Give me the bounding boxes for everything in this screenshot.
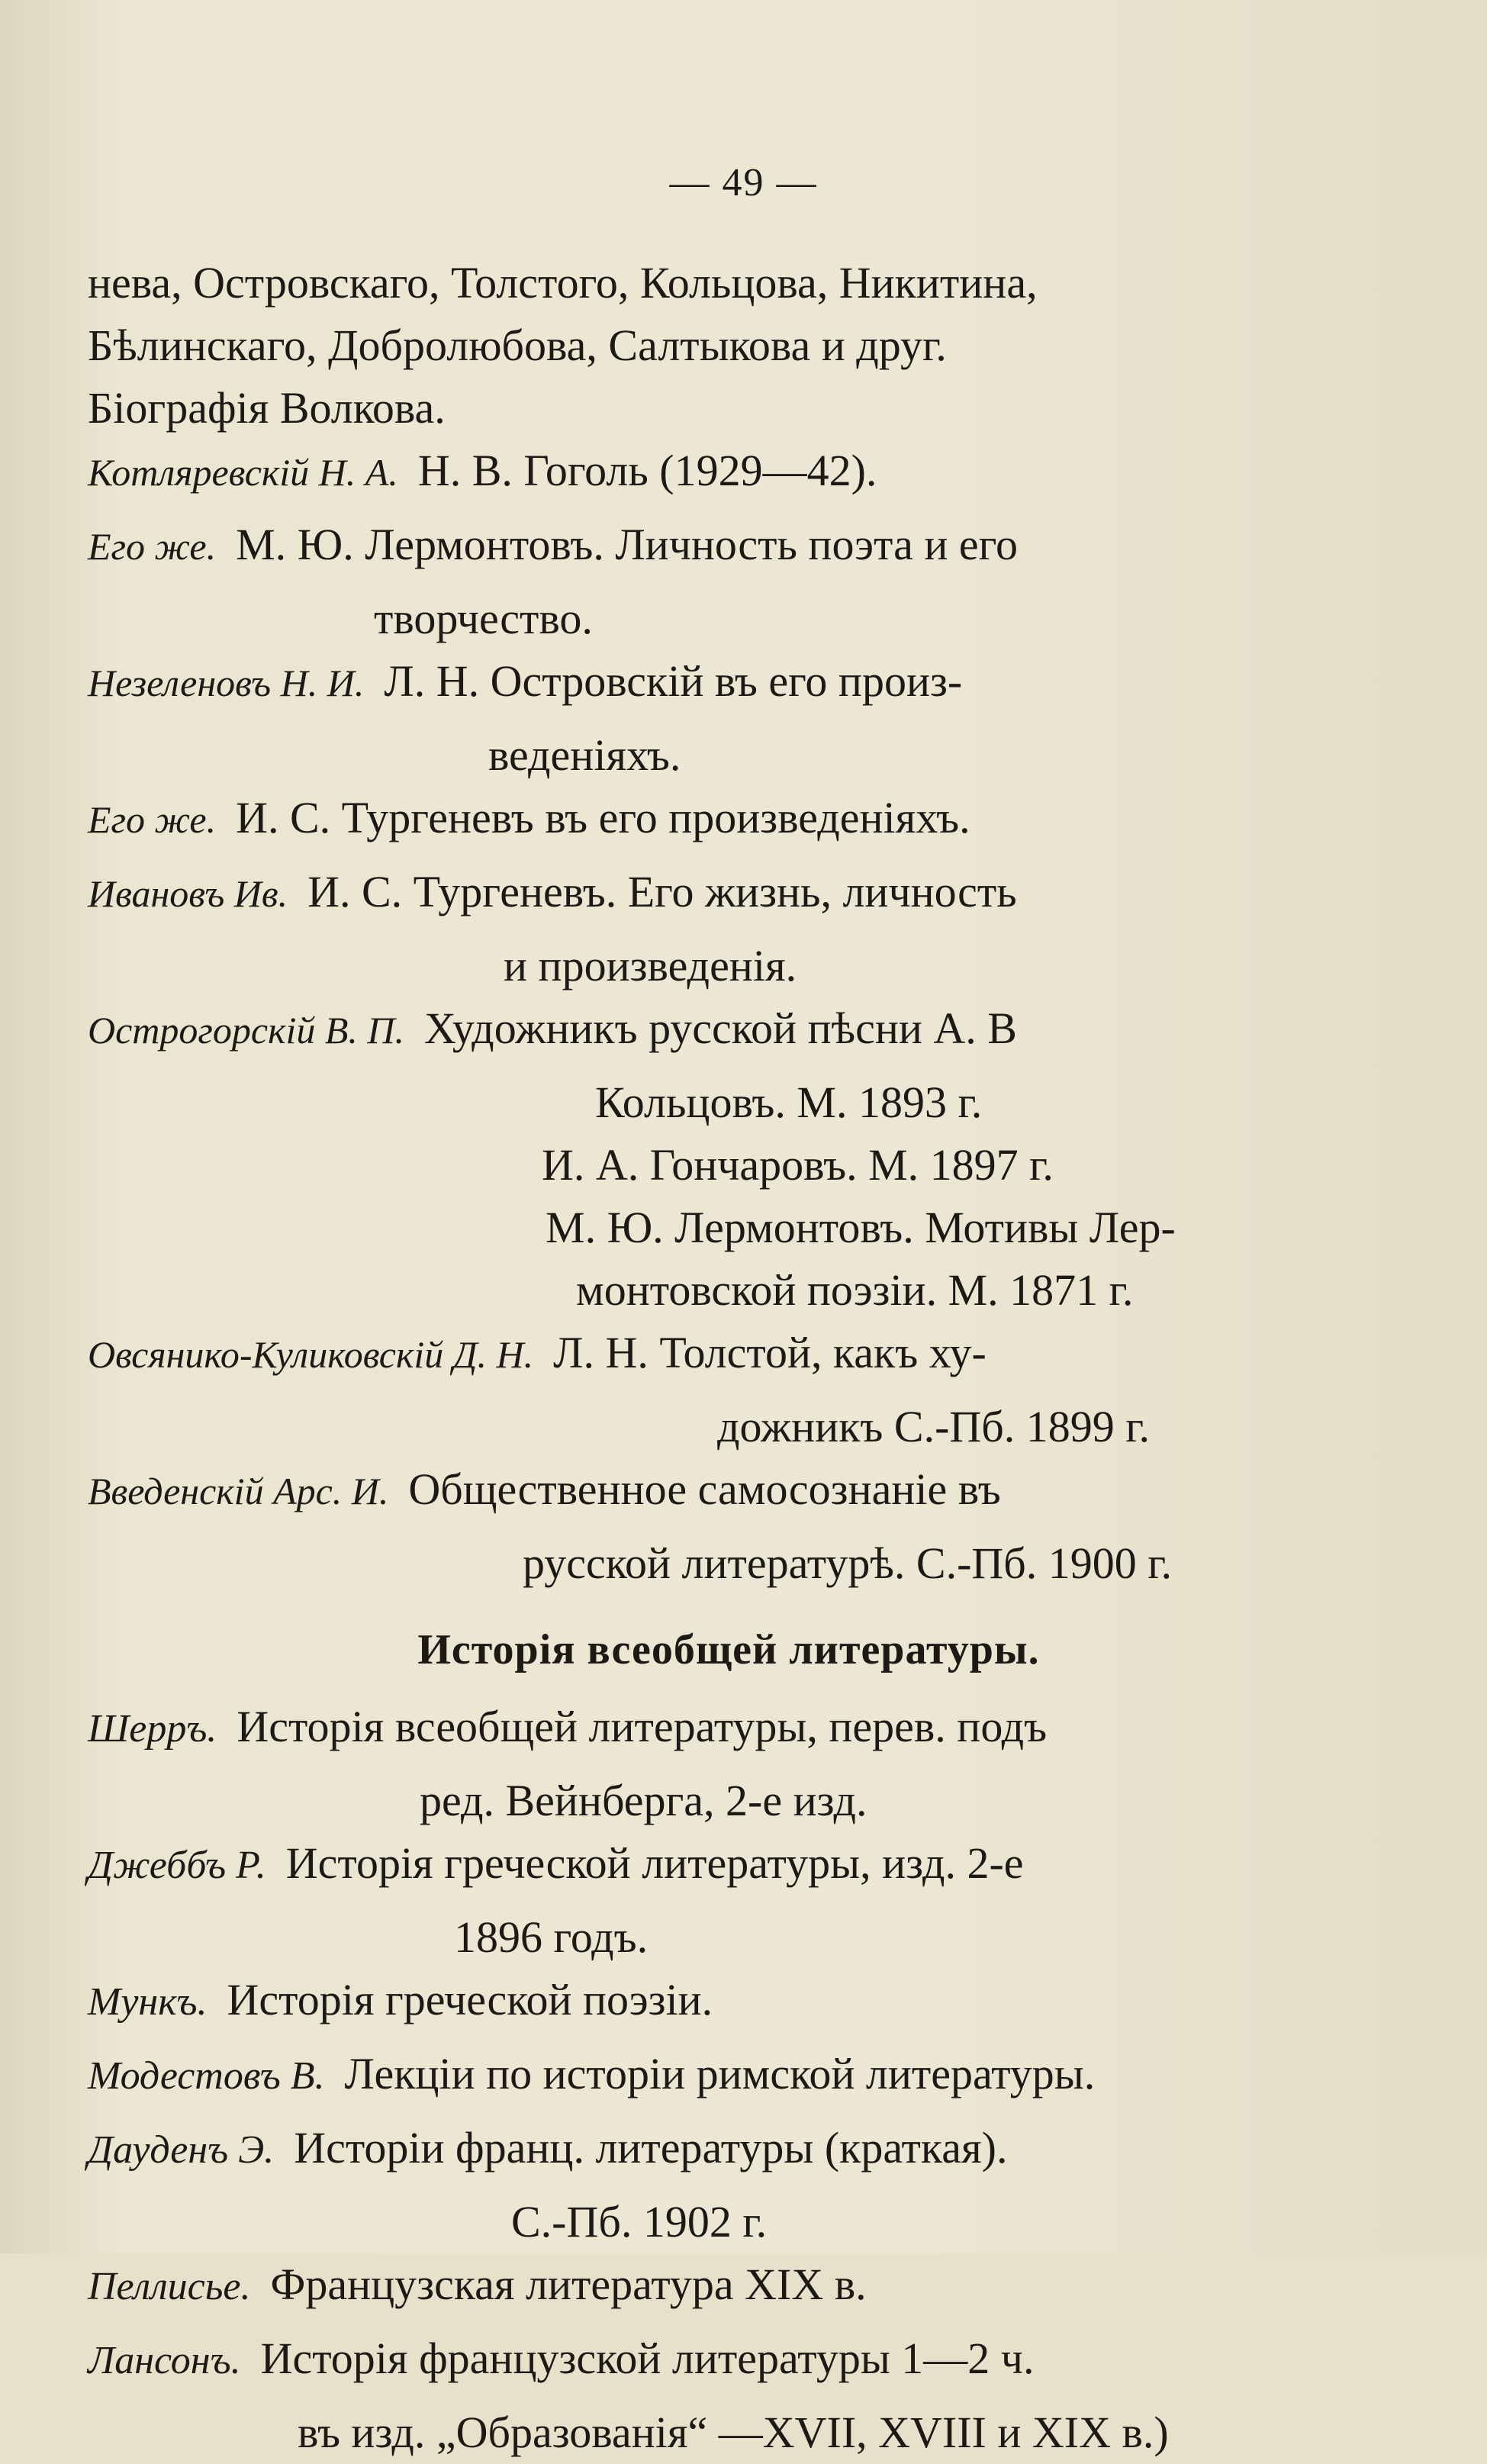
entry-title: Н. В. Гоголь (1929—42). [417, 446, 877, 495]
bibliography-entry [88, 514, 1370, 650]
entry-title: М. Ю. Лермонтовъ. Личность поэта и его [236, 520, 1018, 569]
entry-title: И. С. Тургеневъ. Его жизнь, личность [307, 867, 1017, 916]
bibliography-entry [88, 1832, 1370, 1969]
entry-title: Исторіи франц. литературы (краткая). [294, 2123, 1008, 2173]
entry-author: Ивановъ Ив. [88, 872, 288, 915]
entry-author: Пеллисье. [88, 2265, 251, 2308]
entry-continuation: въ изд. „Образованія“ —XVII, XVIII и XIX в.) [298, 2408, 1169, 2457]
entry-continuation: веденіяхъ. [488, 730, 681, 780]
bibliography-entry [88, 997, 1370, 1322]
section-heading: Исторія всеобщей литературы. [417, 1626, 1040, 1673]
entry-continuation: творчество. [374, 594, 593, 643]
entry-title: И. С. Тургеневъ въ его произведеніяхъ. [236, 793, 970, 842]
entry-author: Котляревскій Н. А. [88, 451, 398, 494]
entry-author: Мункъ. [88, 1980, 208, 2024]
entry-continuation: 1896 годъ. [454, 1912, 649, 1962]
entry-author: Его же. [88, 525, 217, 568]
entry-author: Введенскій Арс. И. [88, 1470, 389, 1512]
entry-author: Незеленовъ Н. И. [88, 662, 365, 704]
intro-line: нева, Островскаго, Толстого, Кольцова, Никитина, [88, 258, 1038, 308]
bibliography-list-general [88, 1696, 1370, 2464]
bibliography-entry [88, 1969, 1370, 2043]
intro-line: Бѣлинскаго, Добролюбова, Салтыкова и друг. [88, 320, 947, 370]
entry-continuation: Кольцовъ. М. 1893 г. [595, 1077, 983, 1127]
bibliography-entry [88, 861, 1370, 997]
entry-title: Художникъ русской пѣсни А. В [424, 1003, 1017, 1053]
entry-continuation: монтовской поэзіи. М. 1871 г. [576, 1265, 1134, 1315]
entry-author: Острогорскій В. П. [88, 1009, 405, 1052]
bibliography-list-russian [88, 440, 1370, 1595]
bibliography-entry [88, 440, 1370, 514]
entry-continuation: ред. Вейнберга, 2-е изд. [420, 1776, 867, 1825]
entry-title: Французская литература XIX в. [270, 2259, 867, 2309]
entry-title: Общественное самосознаніе въ [408, 1464, 1001, 1514]
entry-title: Л. Н. Толстой, какъ ху- [553, 1328, 987, 1377]
entry-author: Овсянико-Куликовскій Д. Н. [88, 1333, 534, 1376]
entry-title: Исторія греческой поэзіи. [227, 1975, 713, 2024]
bibliography-entry [88, 2327, 1370, 2464]
entry-title: Исторія греческой литературы, изд. 2-е [285, 1838, 1024, 1888]
bibliography-entry [88, 2043, 1370, 2117]
bibliography-entry [88, 650, 1370, 787]
entry-continuation: и произведенія. [504, 941, 797, 990]
entry-author: Его же. [88, 798, 217, 841]
entry-continuation: И. А. Гончаровъ. М. 1897 г. [542, 1140, 1054, 1190]
entry-title: Исторія французской литературы 1—2 ч. [260, 2334, 1035, 2383]
entry-author: Джеббъ Р. [88, 1844, 266, 1887]
entry-title: Лекціи по исторіи римской литературы. [344, 2049, 1096, 2098]
bibliography-entry [88, 2117, 1370, 2253]
entry-continuation: С.-Пб. 1902 г. [511, 2197, 768, 2247]
page-content [88, 252, 1370, 2464]
bibliography-entry [88, 1696, 1370, 1832]
intro-line: Біографія Волкова. [88, 383, 446, 433]
entry-title: Исторія всеобщей литературы, перев. подъ [237, 1702, 1048, 1751]
bibliography-entry [88, 1458, 1370, 1595]
entry-continuation: дожникъ С.-Пб. 1899 г. [717, 1402, 1151, 1451]
entry-author: Шерръ. [88, 1707, 217, 1751]
bibliography-entry [88, 787, 1370, 861]
intro-paragraph [88, 252, 1370, 440]
bibliography-entry [88, 1322, 1370, 1458]
bibliography-entry [88, 2253, 1370, 2327]
page-number: — 49 — [669, 161, 818, 205]
entry-author: Лансонъ. [88, 2339, 241, 2382]
entry-continuation: М. Ю. Лермонтовъ. Мотивы Лер- [546, 1203, 1176, 1252]
entry-continuation: русской литературѣ. С.-Пб. 1900 г. [523, 1538, 1173, 1588]
entry-author: Модестовъ В. [88, 2054, 325, 2098]
entry-title: Л. Н. Островскій въ его произ- [384, 656, 963, 706]
entry-author: Дауденъ Э. [88, 2128, 275, 2172]
